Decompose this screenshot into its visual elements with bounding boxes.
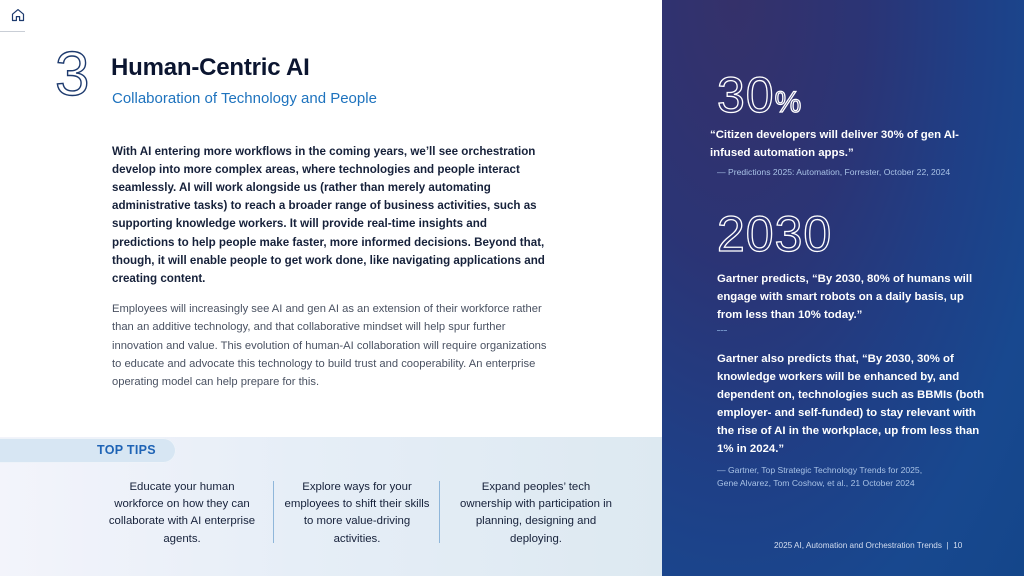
tip-item: Educate your human workforce on how they can collaborate with AI enterprise agents. [108, 481, 256, 545]
quote-divider [717, 330, 727, 331]
divider [0, 31, 25, 32]
gartner-quote-robots: Gartner predicts, “By 2030, 80% of humans will engage with smart robots on a daily basis, up from less than 10% today.” [717, 273, 973, 321]
forrester-quote: “Citizen developers will deliver 30% of gen AI-infused automation apps.” [710, 129, 959, 159]
stat-30-percent [717, 67, 803, 128]
gartner-source-line: Gene Alvarez, Tom Coshow, et al., 21 October 2024 [717, 478, 915, 488]
home-icon [10, 7, 26, 23]
gartner-quote-knowledge-workers: Gartner also predicts that, “By 2030, 30% of knowledge workers will be enhanced by, and dependent on, technologies such as BBMIs (both employer- and self-funded) to stay relevant with the rise of AI in the workplace, up from less than 1% in 2024.” [717, 353, 985, 455]
stats-sidebar [662, 0, 1024, 576]
page-subtitle: Collaboration of Technology and People [112, 90, 377, 107]
tip-divider [439, 481, 440, 543]
home-button[interactable] [10, 7, 26, 23]
forrester-source: — Predictions 2025: Automation, Forrester, October 22, 2024 [717, 167, 951, 177]
body-paragraph: Employees will increasingly see AI and gen AI as an extension of their workforce rather than an additive technology, and that collaborative mindset will help spur further innovation and value. This evolution of human-AI collaboration will require organizations to educate and advocate this technology to build trust and cooperability. An enterprise operating model can help prepare for this. [112, 303, 547, 388]
gartner-source [717, 464, 922, 490]
footer-separator: | [946, 541, 949, 550]
top-tips-label: TOP TIPS [97, 443, 156, 457]
page-footer [774, 541, 962, 550]
stat-2030: 2030 [717, 206, 833, 262]
tip-item: Explore ways for your employees to shift their skills to more value-driving activities. [284, 481, 430, 545]
stat1-value: 30 [717, 67, 775, 123]
gartner-source-line: — Gartner, Top Strategic Technology Trends for 2025, [717, 465, 923, 475]
tip-item: Expand peoples’ tech ownership with participation in planning, designing and deploying. [460, 481, 612, 545]
page-title: Human-Centric AI [111, 54, 310, 81]
footer-report-title: 2025 AI, Automation and Orchestration Trends [774, 541, 942, 550]
section-number: 3 [55, 40, 90, 109]
stat1-unit: % [774, 86, 803, 119]
intro-paragraph: With AI entering more workflows in the coming years, we’ll see orchestration develop into more complex areas, where technologies and people interact seamlessly. AI will work alongside us (rather than merely automating administrative tasks) to reach a broader range of business activities, such as supporting knowledge workers. It will provide real-time insights and predictions to help people make faster, more informed decisions. Beyond that, though, it will enable people to get work done, like navigating applications and creating content. [112, 144, 545, 286]
page-number: 10 [953, 541, 963, 550]
tip-divider [273, 481, 274, 543]
